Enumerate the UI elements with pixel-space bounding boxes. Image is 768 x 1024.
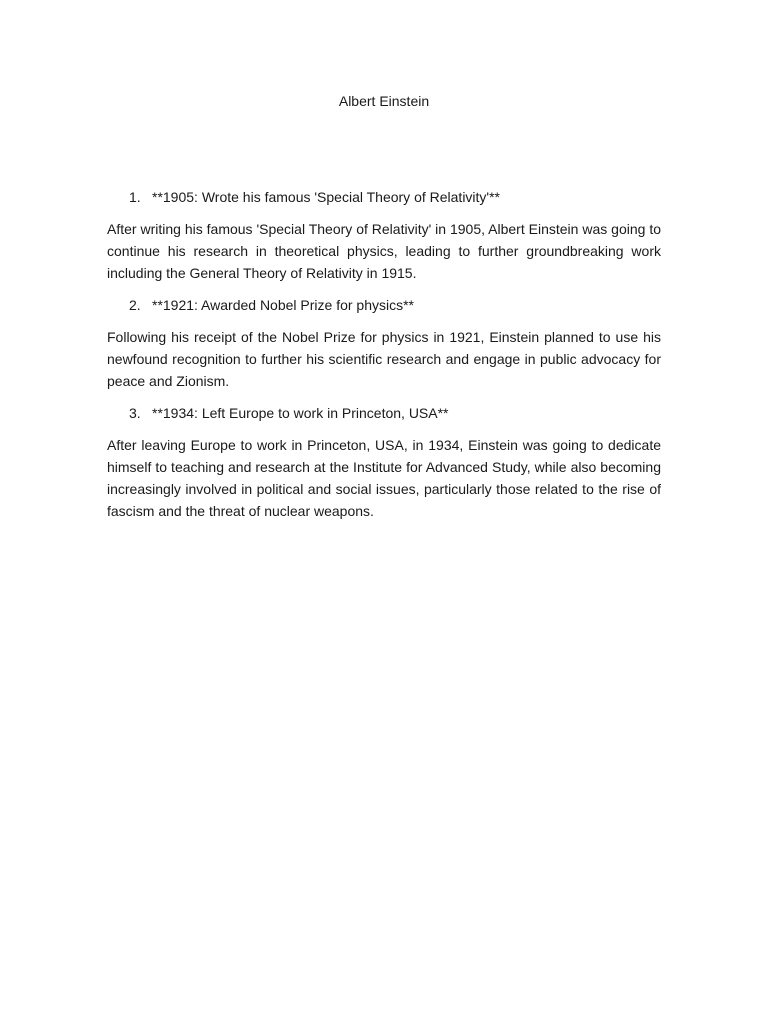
event-paragraph-1934: After leaving Europe to work in Princeton, USA, in 1934, Einstein was going to dedicate himself to teaching and research at the Institute for Advanced Study, while also becoming increasingly involved in political and social issues, particularly those related to the rise of fascism and the threat of nuclear weapons. <box>107 437 661 519</box>
list-number: 1. <box>129 189 141 205</box>
list-number: 3. <box>129 405 141 421</box>
event-heading-text: **1921: Awarded Nobel Prize for physics** <box>152 297 415 313</box>
event-heading-1905 <box>107 186 661 208</box>
document-body <box>107 186 661 532</box>
event-heading-1934 <box>107 402 661 424</box>
event-heading-text: **1934: Left Europe to work in Princeton, USA** <box>152 405 449 421</box>
document-title: Albert Einstein <box>338 93 430 109</box>
event-paragraph-1921: Following his receipt of the Nobel Prize for physics in 1921, Einstein planned to use his newfound recognition to further his scientific research and engage in public advocacy for peace and Zionism. <box>107 329 661 389</box>
event-heading-text: **1905: Wrote his famous 'Special Theory of Relativity'** <box>152 189 500 205</box>
list-number: 2. <box>129 297 141 313</box>
event-heading-1921 <box>107 294 661 316</box>
event-paragraph-1905: After writing his famous 'Special Theory of Relativity' in 1905, Albert Einstein was going to continue his research in theoretical physics, leading to further groundbreaking work including the General Theory of Relativity in 1915. <box>107 221 661 281</box>
